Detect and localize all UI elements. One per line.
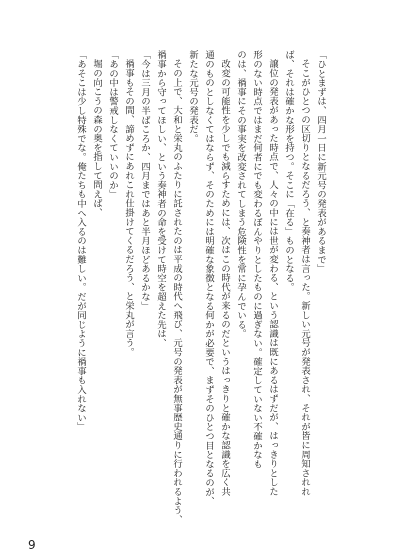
text-line: 改変の可能性を少しでも減らすためには、次はこの時代が来るのだというはっきりと確かな認識を広く共: [219, 59, 230, 497]
text-line: 「ひとまずは、四月一日に新元号の発表があるまで」: [315, 50, 326, 274]
text-line: 通のものとしなくてはならず、そのためには明確な象徴となる何かが必要で、まずそのひとつ目となるのが、: [203, 50, 214, 506]
text-line: 新たな元号の発表だ。: [187, 50, 198, 143]
text-line: そこがひとつの区切りとなるだろう、と奏神者は言った。新しい元号が発表され、それが皆に周知されれ: [299, 59, 310, 497]
text-line: 譲位の発表があった時点で、人々の中には世が変わる、という認識は既にあるはずだが、はっきりとした: [267, 59, 278, 497]
text-line: その上で、大和と栄丸のふたりに託されたのは平成の時代へ飛び、元号の発表が無事歴史通りに行われるよう、: [171, 59, 182, 525]
text-line: 「あそこは少し特殊でな。俺たちも中へ入るのは難しい。だが同じように禍事も入れない」: [75, 50, 86, 432]
text-line: 禍事もその間、諦めずにあれこれ仕掛けてくるだろう、と栄丸が言う。: [123, 59, 134, 357]
text-line: ば、それは確かな形を持つ。そこに「在る」ものとなる。: [283, 50, 294, 292]
body-text: [72, 50, 328, 536]
text-line: 禍事から守ってほしい、という奏神者の命を受けて時空を超えた先は、: [155, 50, 166, 348]
text-line: のは、禍事にその事実を改変されてしまう危険性を常に孕んでいる。: [235, 50, 246, 339]
page-number: 9: [28, 538, 36, 552]
text-line: 形のない時点ではまだ何者にでも変わるぼんやりとしたものに過ぎない。確定していない不確かなも: [251, 50, 262, 469]
text-line: 「今は三月の半ばころか、四月まではあと半月ほどあるかな」: [139, 50, 150, 311]
text-line: 堀の向こうの森の奥を指して問えば、: [91, 59, 102, 218]
text-line: 「あの中は警戒しなくていいのか」: [107, 50, 118, 199]
